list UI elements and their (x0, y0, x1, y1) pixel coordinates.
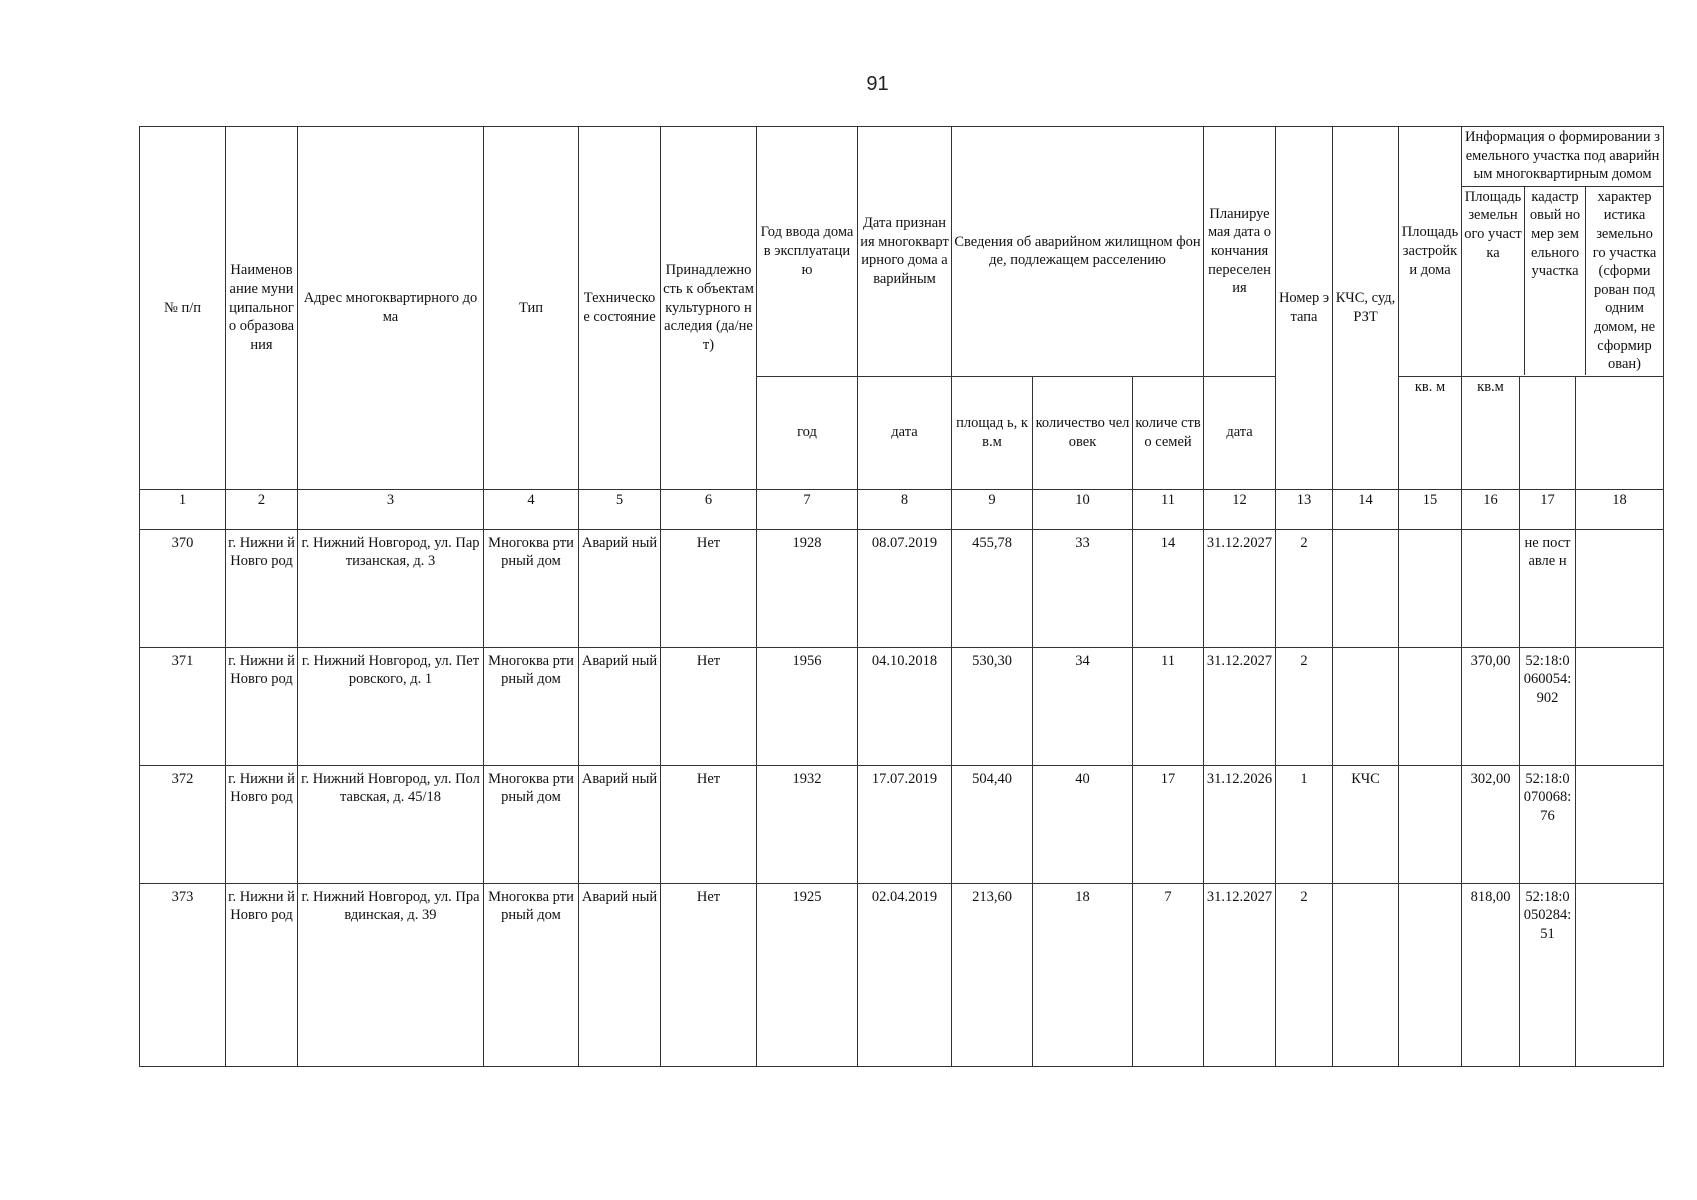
cell-municipality: г. Нижни й Новго род (226, 765, 298, 883)
cell-land-char (1576, 529, 1664, 647)
cell-planned-date: 31.12.2027 (1204, 529, 1276, 647)
col-number: 4 (484, 489, 579, 529)
cell-stage: 1 (1276, 765, 1333, 883)
header-cell-stage: Номер этапа (1276, 127, 1333, 490)
header-cell-land-area: Площадь земельного участка (1462, 187, 1525, 375)
cell-kchs: КЧС (1333, 765, 1399, 883)
cell-year: 1928 (757, 529, 858, 647)
cell-type: Многоква ртирный дом (484, 883, 579, 1066)
header-cell-cadastral: кадастровый номер земельного участка (1525, 187, 1586, 375)
cell-type: Многоква ртирный дом (484, 647, 579, 765)
cell-area: 530,30 (952, 647, 1033, 765)
cell-condition: Аварий ный (579, 529, 661, 647)
header-cell-kchs: КЧС, суд, РЗТ (1333, 127, 1399, 490)
cell-num: 373 (140, 883, 226, 1066)
col-number: 6 (661, 489, 757, 529)
cell-land-area: 370,00 (1462, 647, 1520, 765)
col-number: 7 (757, 489, 858, 529)
cell-planned-date: 31.12.2026 (1204, 765, 1276, 883)
cell-planned-date: 31.12.2027 (1204, 647, 1276, 765)
header-cell-recognition-date: Дата признания многоквартирного дома аварийным (858, 127, 952, 377)
cell-land-char (1576, 883, 1664, 1066)
subheader-area: площад ь, кв.м (952, 376, 1033, 489)
cell-condition: Аварий ный (579, 765, 661, 883)
cell-address: г. Нижний Новгород, ул. Полтавская, д. 45/18 (298, 765, 484, 883)
cell-municipality: г. Нижни й Новго род (226, 647, 298, 765)
cell-families: 17 (1133, 765, 1204, 883)
cell-planned-date: 31.12.2027 (1204, 883, 1276, 1066)
cell-date: 17.07.2019 (858, 765, 952, 883)
cell-heritage: Нет (661, 765, 757, 883)
cell-type: Многоква ртирный дом (484, 765, 579, 883)
col-number: 17 (1520, 489, 1576, 529)
cell-land-area: 818,00 (1462, 883, 1520, 1066)
col-number: 8 (858, 489, 952, 529)
header-cell-heritage: Принадлежность к объектам культурного наследия (да/нет) (661, 127, 757, 490)
header-cell-land-plot-info (1462, 127, 1664, 377)
header-cell-building-area: Площадь застройки дома (1399, 127, 1462, 377)
cell-municipality: г. Нижни й Новго род (226, 529, 298, 647)
cell-stage: 2 (1276, 883, 1333, 1066)
col-number: 12 (1204, 489, 1276, 529)
cell-heritage: Нет (661, 883, 757, 1066)
cell-families: 7 (1133, 883, 1204, 1066)
cell-kchs (1333, 529, 1399, 647)
cell-people: 34 (1033, 647, 1133, 765)
cell-land-area (1462, 529, 1520, 647)
cell-date: 08.07.2019 (858, 529, 952, 647)
header-cell-year: Год ввода дома в эксплуатацию (757, 127, 858, 377)
subheader-land-char-cont (1576, 376, 1664, 489)
cell-year: 1932 (757, 765, 858, 883)
header-cell-type: Тип (484, 127, 579, 490)
cell-address: г. Нижний Новгород, ул. Партизанская, д. 3 (298, 529, 484, 647)
cell-type: Многоква ртирный дом (484, 529, 579, 647)
table-row (140, 883, 1664, 1066)
cell-building-area (1399, 529, 1462, 647)
cell-address: г. Нижний Новгород, ул. Петровского, д. 1 (298, 647, 484, 765)
cell-building-area (1399, 883, 1462, 1066)
cell-area: 455,78 (952, 529, 1033, 647)
cell-municipality: г. Нижни й Новго род (226, 883, 298, 1066)
col-number: 9 (952, 489, 1033, 529)
subheader-planned-date: дата (1204, 376, 1276, 489)
cell-year: 1956 (757, 647, 858, 765)
cell-cadastral: не пост авле н (1520, 529, 1576, 647)
col-number: 11 (1133, 489, 1204, 529)
cell-year: 1925 (757, 883, 858, 1066)
subheader-cadastral-cont (1520, 376, 1576, 489)
cell-heritage: Нет (661, 529, 757, 647)
cell-cadastral: 52:18:0060054:902 (1520, 647, 1576, 765)
subheader-year: год (757, 376, 858, 489)
subheader-people: количество человек (1033, 376, 1133, 489)
cell-cadastral: 52:18:0070068:76 (1520, 765, 1576, 883)
header-cell-planned-date: Планируемая дата окончания переселения (1204, 127, 1276, 377)
table-row (140, 765, 1664, 883)
cell-area: 504,40 (952, 765, 1033, 883)
cell-cadastral: 52:18:0050284:51 (1520, 883, 1576, 1066)
col-number: 16 (1462, 489, 1520, 529)
page-number: 91 (866, 73, 889, 95)
header-row-top (140, 127, 1664, 377)
cell-date: 02.04.2019 (858, 883, 952, 1066)
col-number: 13 (1276, 489, 1333, 529)
subheader-date: дата (858, 376, 952, 489)
table-row (140, 647, 1664, 765)
table-row (140, 529, 1664, 647)
cell-area: 213,60 (952, 883, 1033, 1066)
col-number: 2 (226, 489, 298, 529)
cell-num: 370 (140, 529, 226, 647)
cell-building-area (1399, 765, 1462, 883)
cell-num: 371 (140, 647, 226, 765)
subheader-building-area-unit: кв. м (1399, 376, 1462, 489)
cell-kchs (1333, 647, 1399, 765)
cell-land-char (1576, 647, 1664, 765)
column-number-row (140, 489, 1664, 529)
subheader-land-area-unit: кв.м (1462, 376, 1520, 489)
cell-land-char (1576, 765, 1664, 883)
header-cell-address: Адрес многоквартирного дома (298, 127, 484, 490)
cell-families: 14 (1133, 529, 1204, 647)
cell-kchs (1333, 883, 1399, 1066)
cell-heritage: Нет (661, 647, 757, 765)
cell-people: 33 (1033, 529, 1133, 647)
header-cell-num: № п/п (140, 127, 226, 490)
cell-condition: Аварий ный (579, 647, 661, 765)
col-number: 14 (1333, 489, 1399, 529)
header-cell-emergency-fund: Сведения об аварийном жилищном фонде, подлежащем расселению (952, 127, 1204, 377)
cell-date: 04.10.2018 (858, 647, 952, 765)
col-number: 15 (1399, 489, 1462, 529)
col-number: 3 (298, 489, 484, 529)
subheader-families: количе ство семей (1133, 376, 1204, 489)
cell-num: 372 (140, 765, 226, 883)
cell-stage: 2 (1276, 529, 1333, 647)
header-cell-condition: Техническое состояние (579, 127, 661, 490)
col-number: 1 (140, 489, 226, 529)
cell-land-area: 302,00 (1462, 765, 1520, 883)
col-number: 10 (1033, 489, 1133, 529)
cell-people: 18 (1033, 883, 1133, 1066)
cell-condition: Аварий ный (579, 883, 661, 1066)
cell-stage: 2 (1276, 647, 1333, 765)
header-cell-land-characteristic: характер истика земельно го участка (сформи рован под одним домом, не сформир ован) (1592, 188, 1657, 373)
cell-families: 11 (1133, 647, 1204, 765)
cell-building-area (1399, 647, 1462, 765)
land-plot-subheaders (1462, 186, 1663, 375)
land-plot-info-title: Информация о формировании земельного участка под аварийным многоквартирным домом (1465, 129, 1660, 183)
col-number: 18 (1576, 489, 1664, 529)
header-cell-municipality: Наименование муниципального образования (226, 127, 298, 490)
col-number: 5 (579, 489, 661, 529)
housing-table (139, 126, 1664, 1067)
cell-people: 40 (1033, 765, 1133, 883)
cell-address: г. Нижний Новгород, ул. Правдинская, д. 39 (298, 883, 484, 1066)
